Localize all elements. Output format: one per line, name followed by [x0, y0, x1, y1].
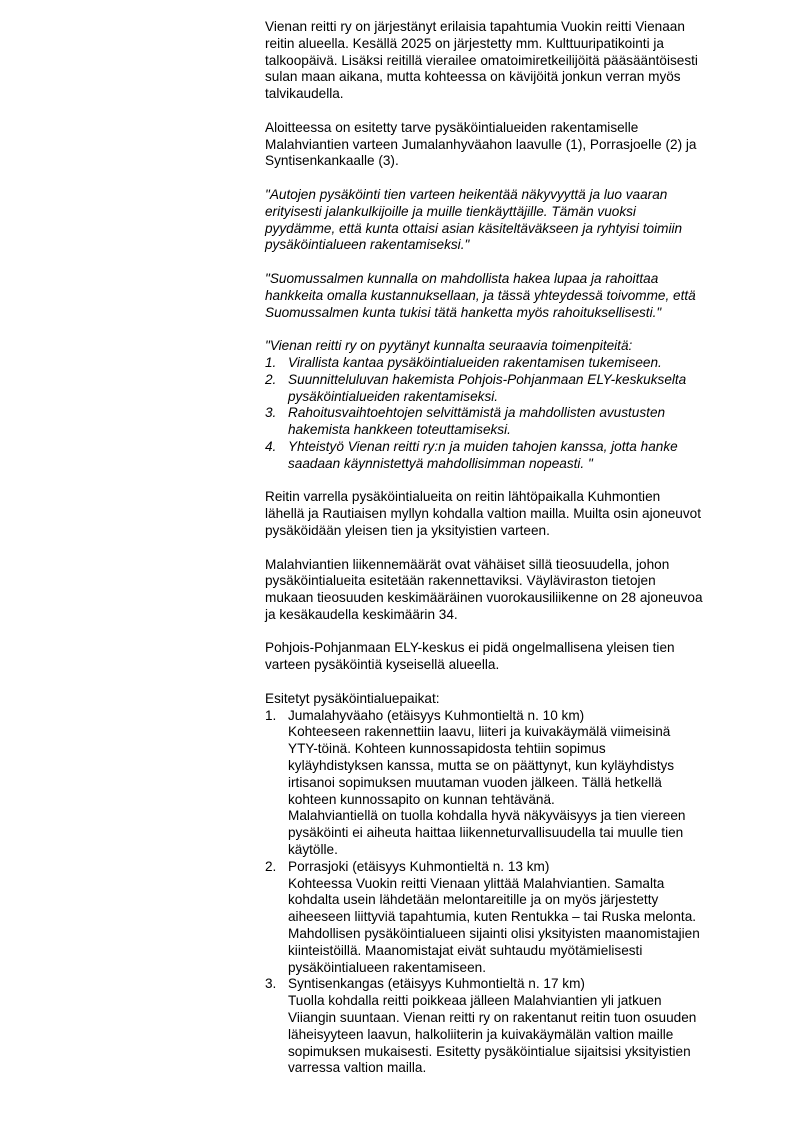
text-line: Rahoitusvaihtoehtojen selvittämistä ja mahdollisten avustusten: [288, 405, 666, 421]
places-list: [265, 691, 765, 1077]
text-line: aiheeseen liittyviä tapahtumia, kuten Rentukka – tai Ruska melonta.: [288, 909, 697, 925]
text-line: reitin alueella. Kesällä 2025 on järjestetty mm. Kulttuuripatikointi ja: [265, 35, 664, 51]
text-line: Tuolla kohdalla reitti poikkeaa jälleen Malahviantien yli jatkuen: [288, 993, 662, 1009]
text-line: Porrasjoki (etäisyys Kuhmontieltä n. 13 km): [288, 858, 550, 874]
text-line: Malahviantiellä on tuolla kohdalla hyvä näkyväisyys ja tien viereen: [288, 808, 686, 824]
text-line: Suomussalmen kunta tukisi tätä hanketta myös rahoituksellisesti.": [265, 304, 662, 320]
paragraph-initiative: [265, 120, 765, 170]
list-number: 3.: [265, 976, 277, 992]
text-line: "Suomussalmen kunnalla on mahdollista hakea lupaa ja rahoittaa: [265, 270, 659, 286]
text-line: varressa valtion mailla.: [288, 1060, 427, 1076]
text-line: Yhteistyö Vienan reitti ry:n ja muiden tahojen kanssa, jotta hanke: [288, 438, 678, 454]
text-line: irtisanoi sopimuksen muutaman vuoden jälkeen. Tällä hetkellä: [288, 774, 662, 790]
document-page: [265, 19, 765, 1094]
text-line: Kohteeseen rakennettiin laavu, liiteri ja kuivakäymälä viimeisinä: [288, 724, 671, 740]
list-number: 1.: [265, 707, 277, 723]
text-line: YTY-töinä. Kohteen kunnossapidosta tehtiin sopimus: [288, 741, 606, 757]
text-line: lähellä ja Rautiaisen myllyn kohdalla valtion mailla. Muilta osin ajoneuvot: [265, 506, 701, 522]
text-line: "Vienan reitti ry on pyytänyt kunnalta seuraavia toimenpiteitä:: [265, 338, 633, 354]
text-line: erityisesti jalankulkijoille ja muille tienkäyttäjille. Tämän vuoksi: [265, 203, 636, 219]
text-line: Mahdollisen pysäköintialueen sijainti olisi yksityisten maanomistajien: [288, 926, 700, 942]
paragraph-traffic: [265, 557, 765, 624]
text-line: mukaan tieosuuden keskimääräinen vuorokausiliikenne on 28 ajoneuvoa: [265, 590, 703, 606]
text-line: hakemista hankkeen toteuttamiseksi.: [288, 422, 511, 438]
list-number: 3.: [265, 405, 277, 421]
text-line: Aloitteessa on esitetty tarve pysäköintialueiden rakentamiselle: [265, 119, 639, 135]
place-item: [265, 708, 765, 859]
text-line: pyydämme, että kunta ottaisi asian käsiteltäväkseen ja ryhtyisi toimiin: [265, 220, 683, 236]
text-line: pysäköidään yleisen tien ja yksityistien varteen.: [265, 522, 550, 538]
text-line: hankkeita omalla kustannuksellaan, ja tässä yhteydessä toivomme, että: [265, 287, 696, 303]
list-number: 2.: [265, 858, 277, 874]
paragraph-ely: [265, 640, 765, 674]
quote-funding: [265, 271, 765, 321]
request-item: [265, 355, 765, 372]
text-line: Malahviantien varteen Jumalanhyväahon laavulle (1), Porrasjoelle (2) ja: [265, 136, 697, 152]
paragraph-existing-parking: [265, 489, 765, 539]
place-item: [265, 859, 765, 977]
text-line: Kohteessa Vuokin reitti Vienaan ylittää Malahviantien. Samalta: [288, 875, 665, 891]
text-line: Viiangin suuntaan. Vienan reitti ry on rakentanut reitin tuon osuuden: [288, 1010, 697, 1026]
quote-visibility: [265, 187, 765, 254]
text-line: saadaan käynnistettyä mahdollisimman nopeasti. ": [288, 455, 593, 471]
text-line: kyläyhdistyksen kanssa, mutta se on päättynyt, kun kyläyhdistys: [288, 758, 675, 774]
text-line: Jumalahyväaho (etäisyys Kuhmontieltä n. 10 km): [288, 707, 585, 723]
text-line: pysäköintialueen rakentamiseen.: [288, 959, 486, 975]
text-line: Vienan reitti ry on järjestänyt erilaisia tapahtumia Vuokin reitti Vienaan: [265, 19, 685, 34]
list-number: 4.: [265, 438, 277, 454]
text-line: kiinteistöillä. Maanomistajat eivät suhtaudu myötämielisesti: [288, 942, 643, 958]
request-item: [265, 439, 765, 473]
list-number: 1.: [265, 354, 277, 370]
text-line: talvikaudella.: [265, 86, 344, 102]
text-line: sulan maan aikana, mutta kohteessa on kävijöitä jonkun verran myös: [265, 69, 681, 85]
text-line: sopimuksen mukaisesti. Esitetty pysäköintialue sijaitsisi yksityistien: [288, 1043, 691, 1059]
text-line: Suunnitteluluvan hakemista Pohjois-Pohjanmaan ELY-keskukselta: [288, 371, 687, 387]
text-line: Syntisenkangas (etäisyys Kuhmontieltä n. 17 km): [288, 976, 585, 992]
text-line: talkoopäivä. Lisäksi reitillä vierailee omatoimiretkeilijöitä pääsääntöisesti: [265, 52, 698, 68]
text-line: läheisyyteen laavun, halkoliiterin ja kuivakäymälän valtion maille: [288, 1026, 674, 1042]
text-line: kohdalta usein lähdetään melontareitille ja on myös järjestetty: [288, 892, 659, 908]
place-item: [265, 976, 765, 1077]
text-line: pysäköintialueiden rakentamiseksi.: [288, 388, 499, 404]
text-line: ja kesäkaudella keskimäärin 34.: [265, 606, 458, 622]
text-line: Esitetyt pysäköintialuepaikat:: [265, 690, 440, 706]
text-line: Malahviantien liikennemäärät ovat vähäiset sillä tieosuudella, johon: [265, 556, 670, 572]
text-line: Virallista kantaa pysäköintialueiden rakentamisen tukemiseen.: [288, 354, 662, 370]
text-line: varteen pysäköintiä kyseisellä alueella.: [265, 657, 500, 673]
text-line: kohteen kunnossapito on kunnan tehtävänä.: [288, 791, 555, 807]
paragraph-events: [265, 19, 765, 103]
text-line: Syntisenkankaalle (3).: [265, 153, 399, 169]
list-number: 2.: [265, 371, 277, 387]
text-line: Reitin varrella pysäköintialueita on reitin lähtöpaikalla Kuhmontien: [265, 489, 661, 505]
request-item: [265, 372, 765, 406]
text-line: "Autojen pysäköinti tien varteen heikentää näkyvyyttä ja luo vaaran: [265, 186, 668, 202]
text-line: pysäköinti ei aiheuta haittaa liikenneturvallisuudella tai muulle tien: [288, 825, 684, 841]
text-line: Pohjois-Pohjanmaan ELY-keskus ei pidä ongelmallisena yleisen tien: [265, 640, 675, 656]
text-line: pysäköintialueita esitetään rakennettaviksi. Väyläviraston tietojen: [265, 573, 656, 589]
request-item: [265, 405, 765, 439]
text-line: pysäköintialueen rakentamiseksi.": [265, 237, 470, 253]
text-line: käytölle.: [288, 842, 338, 858]
quote-requests: [265, 338, 765, 472]
